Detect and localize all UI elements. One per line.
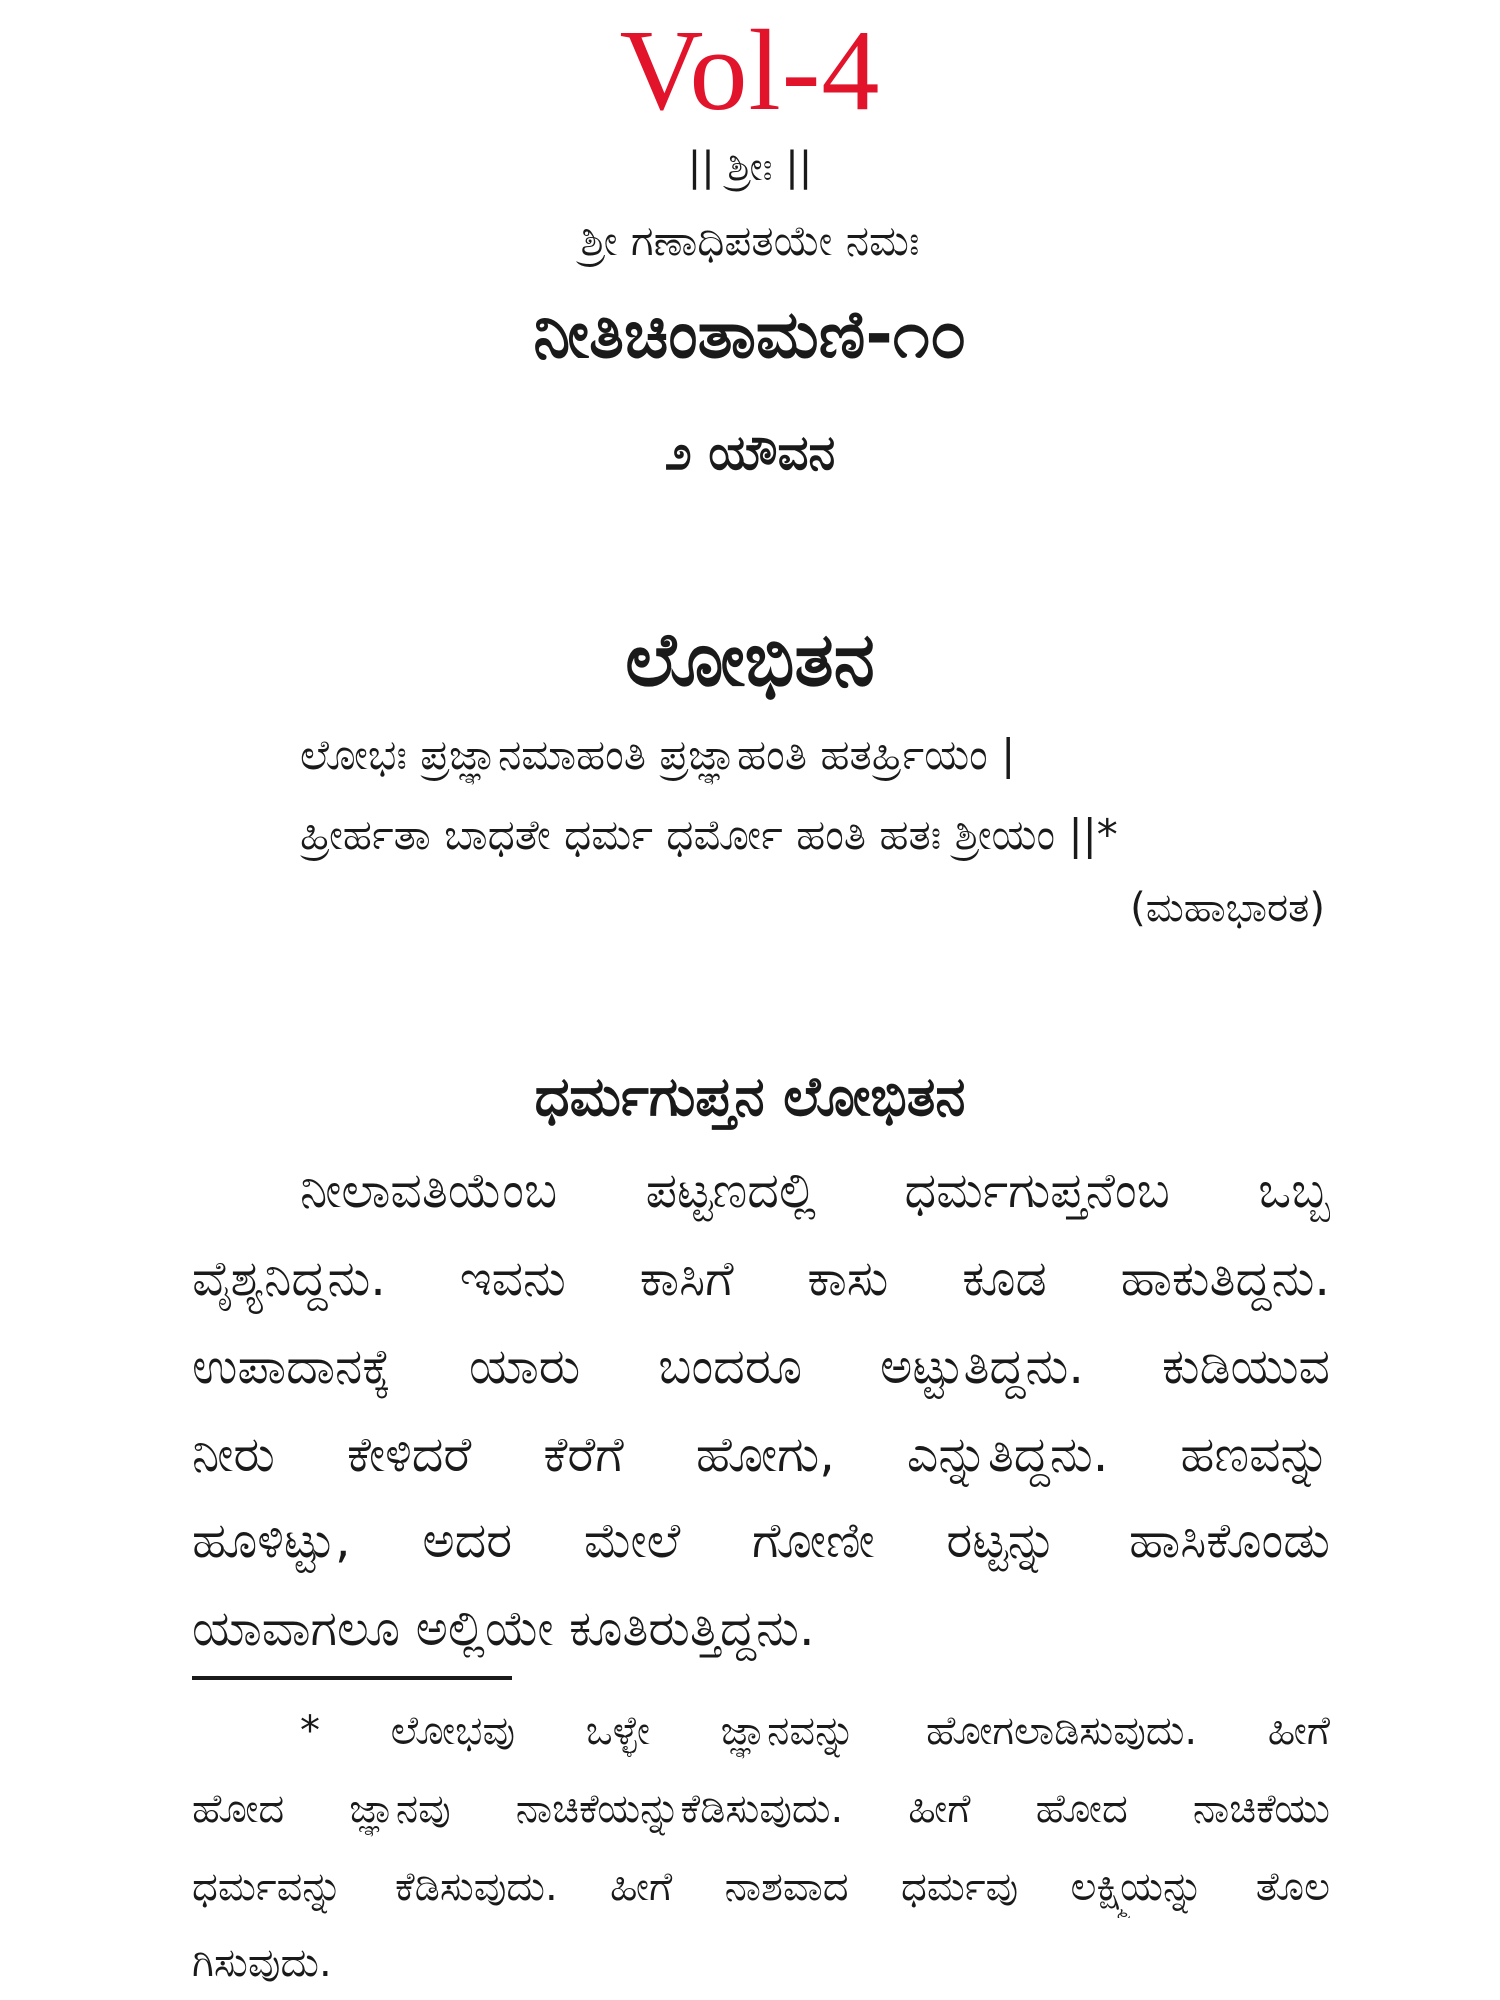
volume-label: Vol-4	[619, 7, 881, 135]
story-line: ನೀರು ಕೇಳಿದರೆ ಕೆರೆಗೆ ಹೋಗು, ಎನ್ನುತಿದ್ದನು. ಹಣವನ್ನು	[192, 1426, 1330, 1483]
verse-source: (ಮಹಾಭಾರತ)	[1130, 885, 1325, 931]
footnote-line: ಗಿಸುವುದು.	[192, 1940, 332, 1986]
shri-invocation: || ಶ್ರೀಃ ||	[687, 144, 813, 190]
verse-line: ಹ್ರೀರ್ಹತಾ ಬಾಧತೇ ಧರ್ಮ ಧರ್ಮೋ ಹಂತಿ ಹತಃ ಶ್ರೀಯಂ ||*	[300, 810, 1118, 859]
ganapati-invocation: ಶ್ರೀ ಗಣಾಧಿಪತಯೇ ನಮಃ	[580, 216, 920, 265]
story-line: ನೀಲಾವತಿಯೆಂಬ ಪಟ್ಟಣದಲ್ಲಿ ಧರ್ಮಗುಪ್ತನೆಂಬ ಒಬ್ಬ	[300, 1162, 1330, 1219]
part-heading: ೨ ಯೌವನ	[664, 425, 836, 481]
chapter-title: ಲೋಭಿತನ	[625, 617, 875, 703]
footnote-separator	[192, 1676, 512, 1680]
book-title: ನೀತಿಚಿಂತಾಮಣಿ-೧೦	[533, 296, 967, 373]
story-line: ಹೂಳಿಟ್ಟು, ಅದರ ಮೇಲೆ ಗೋಣೀ ರಟ್ಟನ್ನು ಹಾಸಿಕೊಂಡು	[192, 1512, 1330, 1569]
footnote-line: ಧರ್ಮವನ್ನು ಕೆಡಿಸುವುದು. ಹೀಗೆ ನಾಶವಾದ ಧರ್ಮವು ಲಕ್ಷ್ಮಿಯನ್ನು ತೊಲ	[192, 1864, 1330, 1910]
story-line: ಉಪಾದಾನಕ್ಕೆ ಯಾರು ಬಂದರೂ ಅಟ್ಟುತಿದ್ದನು. ಕುಡಿಯುವ	[192, 1338, 1330, 1395]
story-line: ಯಾವಾಗಲೂ ಅಲ್ಲಿಯೇ ಕೂತಿರುತ್ತಿದ್ದನು.	[192, 1600, 815, 1657]
footnote-line: ಹೋದ ಜ್ಞಾನವು ನಾಚಿಕೆಯನ್ನುಕೆಡಿಸುವುದು. ಹೀಗೆ ಹೋದ ನಾಚಿಕೆಯು	[192, 1786, 1330, 1832]
story-line: ವೈಶ್ಯನಿದ್ದನು. ಇವನು ಕಾಸಿಗೆ ಕಾಸು ಕೂಡ ಹಾಕುತಿದ್ದನು.	[192, 1250, 1330, 1307]
story-title: ಧರ್ಮಗುಪ್ತನ ಲೋಭಿತನ	[534, 1065, 966, 1128]
footnote-line: * ಲೋಭವು ಒಳ್ಳೇ ಜ್ಞಾನವನ್ನು ಹೋಗಲಾಡಿಸುವುದು. ಹೀಗೆ	[300, 1708, 1330, 1754]
verse-line: ಲೋಭಃ ಪ್ರಜ್ಞಾನಮಾಹಂತಿ ಪ್ರಜ್ಞಾಹಂತಿ ಹತರ್ಹ್ರಿಯಂ |	[300, 730, 1016, 779]
